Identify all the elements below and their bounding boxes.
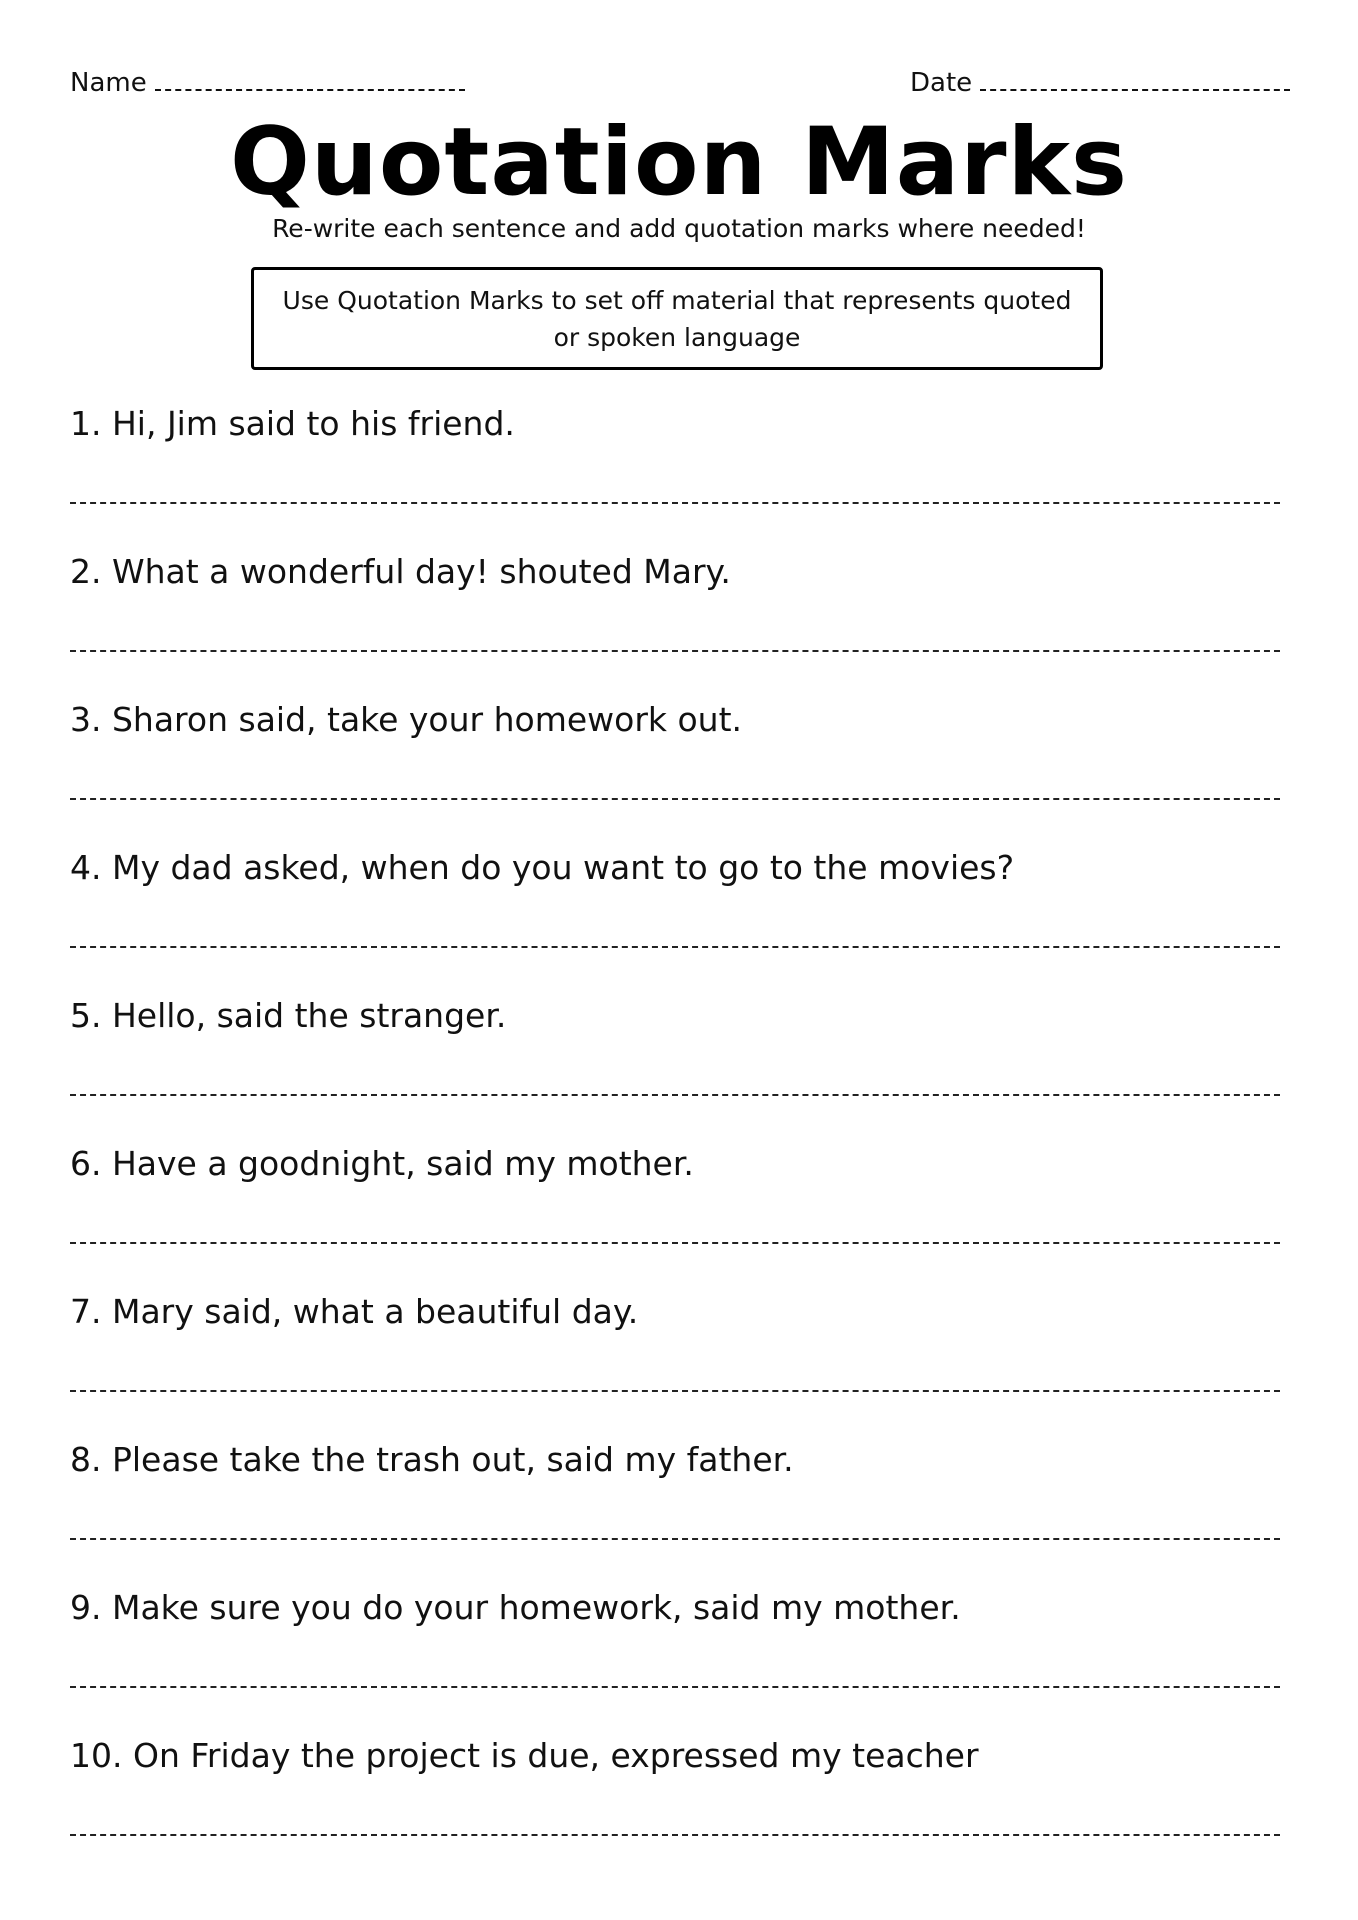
question-item (70, 1428, 1280, 1576)
answer-line[interactable] (70, 502, 1280, 504)
question-item (70, 1724, 1280, 1872)
question-text: 9. Make sure you do your homework, said my mother. (70, 1588, 961, 1627)
instructions: Re-write each sentence and add quotation marks where needed! (272, 214, 1086, 243)
date-blank-line[interactable] (980, 67, 1290, 91)
date-label: Date (910, 68, 973, 98)
name-label: Name (70, 68, 147, 98)
question-item (70, 1280, 1280, 1428)
question-text: 6. Have a goodnight, said my mother. (70, 1144, 694, 1183)
rule-box (251, 267, 1103, 370)
question-item (70, 392, 1280, 540)
question-text: 2. What a wonderful day! shouted Mary. (70, 552, 731, 591)
question-text: 10. On Friday the project is due, expressed my teacher (70, 1736, 979, 1775)
question-text: 7. Mary said, what a beautiful day. (70, 1292, 639, 1331)
question-item (70, 984, 1280, 1132)
answer-line[interactable] (70, 650, 1280, 652)
question-item (70, 1576, 1280, 1724)
answer-line[interactable] (70, 1094, 1280, 1096)
question-list (70, 392, 1280, 1872)
name-blank-line[interactable] (155, 67, 465, 91)
answer-line[interactable] (70, 1686, 1280, 1688)
question-text: 8. Please take the trash out, said my father. (70, 1440, 794, 1479)
question-text: 3. Sharon said, take your homework out. (70, 700, 743, 739)
question-item (70, 688, 1280, 836)
answer-line[interactable] (70, 798, 1280, 800)
question-item (70, 1132, 1280, 1280)
question-text: 1. Hi, Jim said to his friend. (70, 404, 515, 443)
question-item (70, 836, 1280, 984)
name-field (70, 66, 465, 100)
answer-line[interactable] (70, 946, 1280, 948)
date-field (910, 66, 1290, 100)
rule-text: Use Quotation Marks to set off material that represents quoted or spoken language (282, 285, 1072, 352)
answer-line[interactable] (70, 1242, 1280, 1244)
answer-line[interactable] (70, 1538, 1280, 1540)
question-item (70, 540, 1280, 688)
answer-line[interactable] (70, 1834, 1280, 1836)
question-text: 5. Hello, said the stranger. (70, 996, 507, 1035)
page-title: Quotation Marks (230, 108, 1128, 217)
answer-line[interactable] (70, 1390, 1280, 1392)
question-text: 4. My dad asked, when do you want to go to the movies? (70, 848, 1015, 887)
